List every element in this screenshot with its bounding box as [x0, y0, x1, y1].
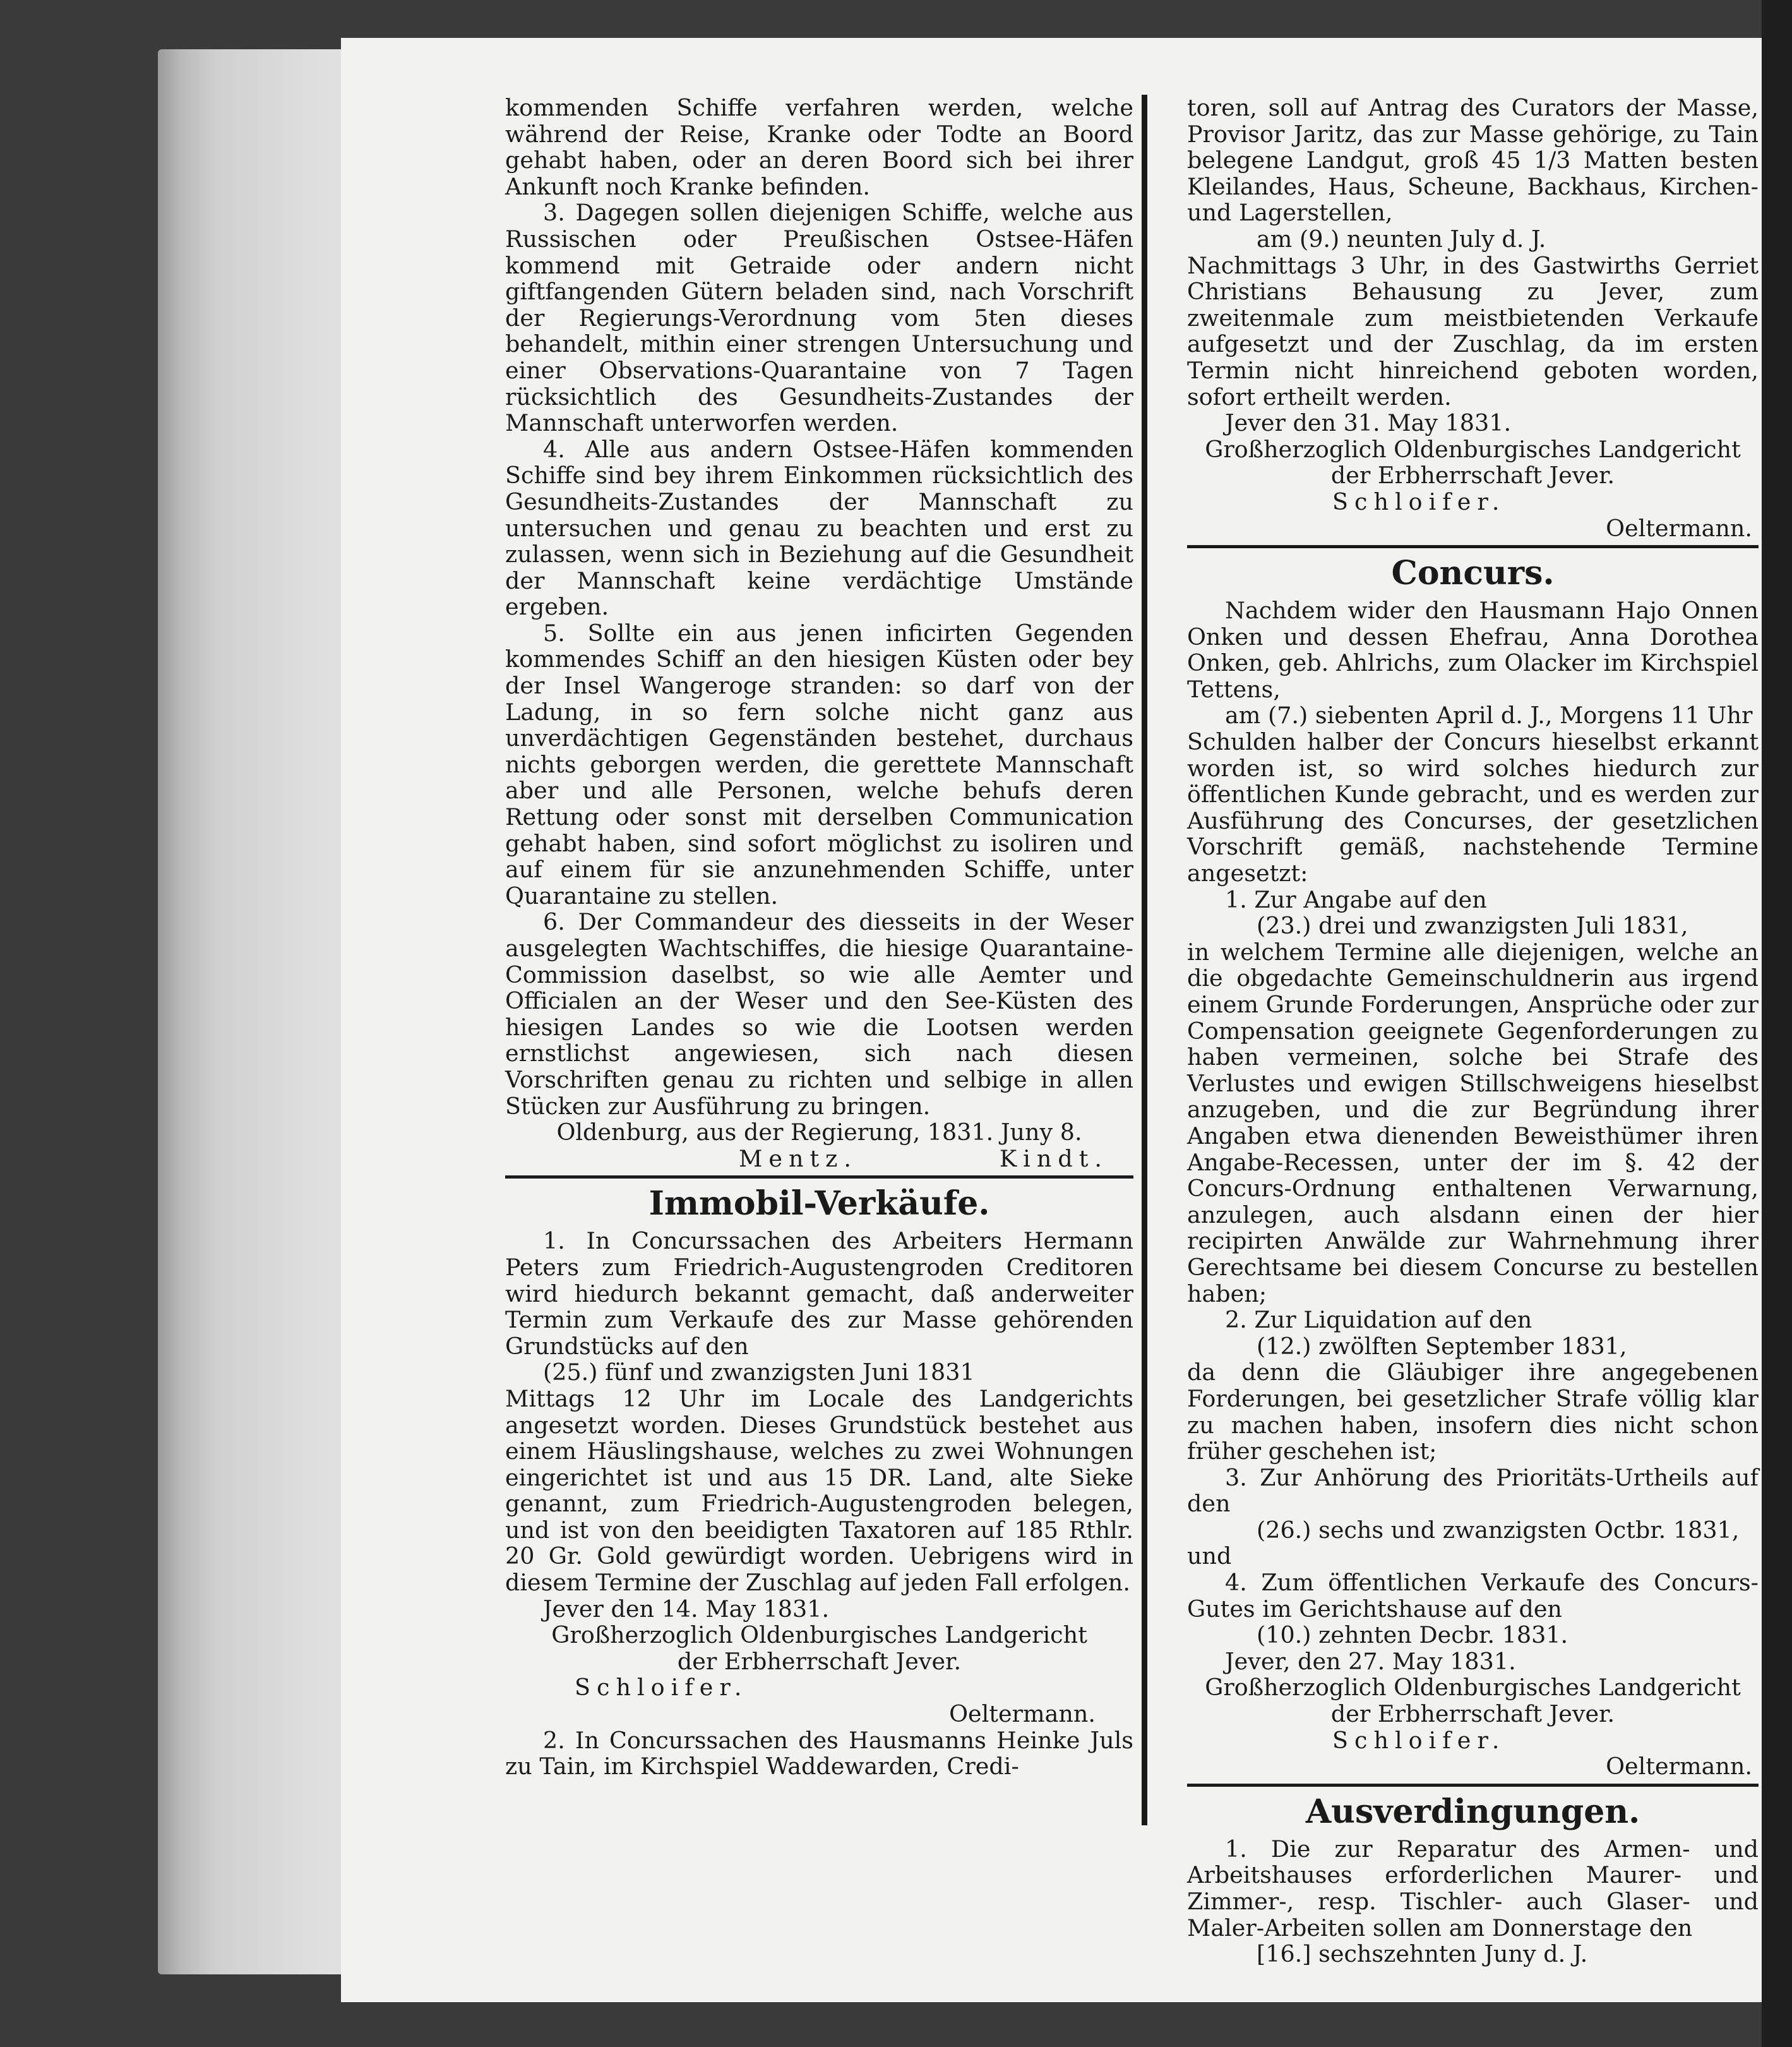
section-rule-ausverdingungen [1187, 1784, 1759, 1787]
signature-schloifer-2: Schloifer. [1332, 1726, 1506, 1754]
term-1-date: (23.) drei und zwanzigsten Juli 1831, [1257, 912, 1688, 940]
facing-page-shadow [1762, 0, 1792, 2047]
item1-paragraph: 1. In Concurssachen des Arbeiters Hermann Peters zum Friedrich-Augustengroden Creditoren wird hiedurch bekannt gemacht, daß anderweiter Termin zum Verkaufe des zur Masse gehörenden Grundstücks auf den [505, 1227, 1133, 1360]
item1-continuation: Mittags 12 Uhr im Locale des Landgerichts angesetzt worden. Dieses Grundstück bestehet aus einem Häuslingshause, welches zu zwei Wohnungen eingerichtet ist und aus 15 DR. Land, alte Sieke genannt, zum Friedrich-Augustengroden belegen, und ist von den beeidigten Taxatoren auf 185 Rthlr. 20 Gr. Gold gewürdigt worden. Uebrigens wird in diesem Termine der Zuschlag auf jeden Fall erfolgen. [505, 1384, 1133, 1597]
paragraph-5: 5. Sollte ein aus jenen inficirten Gegenden kommendes Schiff an den hiesigen Küsten oder bey der Insel Wangeroge stranden: so darf von der Ladung, in so fern solche nicht ganz aus unverdächtigen Gegenständen bestehet, durchaus nichts geborgen werden, die gerettete Mannschaft aber und alle Personen, welche behufs deren Rettung oder sonst mit derselben Communication gehabt haben, sind sofort möglichst zu isoliren und auf einem für sie anzunehmenden Schiffe, unter Quarantaine zu stellen. [505, 619, 1133, 909]
dateline: Oldenburg, aus der Regierung, 1831. Juny 8. [556, 1119, 1082, 1146]
paragraph-4: 4. Alle aus andern Ostsee-Häfen kommenden Schiffe sind bey ihrem Einkommen rücksichtlich des Gesundheits-Zustandes der Mannschaft zu untersuchen und genau zu beachten und erst zu zulassen, wenn sich in Beziehung auf die Gesundheit der Mannschaft keine verdächtige Umstände ergeben. [505, 435, 1133, 621]
court-1-line2: der Erbherrschaft Jever. [1330, 462, 1615, 489]
court-2-line2: der Erbherrschaft Jever. [1330, 1700, 1615, 1728]
signature-oeltermann-1: Oeltermann. [1606, 514, 1752, 542]
section-rule-concurs [1187, 545, 1759, 548]
continuation-date: am (9.) neunten July d. J. [1257, 225, 1546, 253]
concurs-paragraph: Nachdem wider den Hausmann Hajo Onnen Onken und dessen Ehefrau, Anna Dorothea Onken, geb. Ahlrichs, zum Olacker im Kirchspiel Tettens, [1187, 597, 1759, 703]
signature-kindt: Kindt. [999, 1144, 1108, 1172]
continuation-paragraph: toren, soll auf Antrag des Curators der Masse, Provisor Jaritz, das zur Masse gehörige, zu Tain belegene Landgut, groß 45 1/3 Matten besten Kleilandes, Haus, Scheune, Backhaus, Kirchen- und Lagerstellen, [1187, 94, 1759, 227]
item1-place-date: Jever den 14. May 1831. [543, 1595, 830, 1623]
paragraph-6: 6. Der Commandeur des diesseits in der Weser ausgelegten Wachtschiffes, die hiesige Quarantaine-Commission daselbst, so wie alle Aemter und Officialen an der Weser und den See-Küsten des hiesigen Landes so wie die Lootsen werden ernstlichst angewiesen, sich nach diesen Vorschriften genau zu richten und selbige in allen Stücken zur Ausführung zu bringen. [505, 908, 1133, 1120]
ausverdingungen-paragraph: 1. Die zur Reparatur des Armen- und Arbeitshauses erforderlichen Maurer- und Zimmer-, resp. Tischler- auch Glaser- und Maler-Arbeiten sollen am Donnerstage den [1187, 1835, 1759, 1942]
heading-immobil-verkaeufe: Immobil-Verkäufe. [648, 1184, 990, 1223]
place-date-2: Jever, den 27. May 1831. [1225, 1647, 1516, 1675]
term-2-date: (12.) zwölften September 1831, [1257, 1332, 1627, 1360]
term-2-title: 2. Zur Liquidation auf den [1225, 1306, 1532, 1334]
concurs-paragraph-2: Schulden halber der Concurs hieselbst erkannt worden ist, so wird solches hiedurch zur öffentlichen Kunde gebracht, und es werden zur Ausführung des Concurses, der gesetzlichen Vorschrift gemäß, nachstehende Termine angesetzt: [1187, 728, 1759, 887]
item1-signature-schloifer: Schloifer. [575, 1674, 748, 1702]
term-3-date: (26.) sechs und zwanzigsten Octbr. 1831, [1257, 1516, 1740, 1544]
signature-row [505, 1146, 1133, 1172]
signature-row-1 [1187, 489, 1759, 515]
paragraph-intro: kommenden Schiffe verfahren werden, welche während der Reise, Kranke oder Todte an Boord gehabt haben, oder an deren Boord sich bei ihrer Ankunft noch Kranke befinden. [505, 94, 1133, 200]
signature-mentz: Mentz. [739, 1144, 857, 1172]
term-2-paragraph: da denn die Gläubiger ihre angegebenen Forderungen, bei gesetzlicher Strafe völlig klar zu machen haben, insofern dies nicht schon früher geschehen ist; [1187, 1359, 1759, 1465]
term-1-paragraph: in welchem Termine alle diejenigen, welche an die obgedachte Gemeinschuldnerin aus irgend einem Grunde Forderungen, Ansprüche oder zur Compensation geeignete Gegenforderungen zu haben vermeinen, solche bei Strafe des Verlustes und ewigen Stillschweigens hieselbst anzugeben, und die zur Begründung ihrer Angaben etwa dienenden Beweisthümer ihren Angabe-Recessen, unter der im §. 42 der Concurs-Ordnung enthaltenen Verwarnung, anzulegen, auch alsdann einen der hier recipirten Anwälde zur Wahrnehmung ihrer Gerechtsame bei diesem Concurse zu bestellen haben; [1187, 938, 1759, 1307]
item1-court-line2: der Erbherrschaft Jever. [677, 1647, 962, 1675]
term-3-continuation: und [1187, 1542, 1232, 1570]
place-date-1: Jever den 31. May 1831. [1225, 409, 1512, 437]
continuation-paragraph-2: Nachmittags 3 Uhr, in des Gastwirths Gerriet Christians Behausung zu Jever, zum zweitenmale zum meistbietenden Verkaufe aufgesetzt und der Zuschlag, da im ersten Termin nicht hinreichend geboten worden, sofort ertheilt werden. [1187, 251, 1759, 411]
left-column [505, 95, 1133, 1780]
term-4-date: (10.) zehnten Decbr. 1831. [1257, 1621, 1568, 1649]
concurs-date: am (7.) siebenten April d. J., Morgens 11 Uhr [1225, 702, 1753, 729]
item1-court-line1: Großherzoglich Oldenburgisches Landgericht [551, 1621, 1087, 1649]
heading-ausverdingungen: Ausverdingungen. [1305, 1792, 1640, 1831]
item2-paragraph: 2. In Concurssachen des Hausmanns Heinke Juls zu Tain, im Kirchspiel Waddewarden, Credi- [505, 1726, 1133, 1780]
book-page-edges [158, 49, 347, 1974]
signature-oeltermann-2: Oeltermann. [1606, 1753, 1752, 1780]
term-4-title: 4. Zum öffentlichen Verkaufe des Concurs-Gutes im Gerichtshause auf den [1187, 1569, 1759, 1623]
item1-date: (25.) fünf und zwanzigsten Juni 1831 [543, 1359, 975, 1386]
section-rule [505, 1175, 1133, 1179]
right-column [1187, 95, 1759, 1967]
ausverdingungen-date: [16.] sechszehnten Juny d. J. [1257, 1940, 1588, 1968]
signature-schloifer-1: Schloifer. [1332, 488, 1506, 515]
court-2-line1: Großherzoglich Oldenburgisches Landgericht [1205, 1674, 1741, 1702]
heading-concurs: Concurs. [1391, 554, 1555, 593]
column-divider [1142, 95, 1147, 1825]
paragraph-3: 3. Dagegen sollen diejenigen Schiffe, welche aus Russischen oder Preußischen Ostsee-Häfen kommend mit Getraide oder andern nicht giftfangenden Gütern beladen sind, nach Vorschrift der Regierungs-Verordnung vom 5ten dieses behandelt, mithin einer strengen Untersuchung und einer Observations-Quarantaine von 7 Tagen rücksichtlich des Gesundheits-Zustandes der Mannschaft unterworfen werden. [505, 199, 1133, 437]
term-3-title: 3. Zur Anhörung des Prioritäts-Urtheils auf den [1187, 1463, 1759, 1518]
term-1-title: 1. Zur Angabe auf den [1225, 885, 1487, 913]
item1-signature-oeltermann: Oeltermann. [949, 1700, 1096, 1728]
court-1-line1: Großherzoglich Oldenburgisches Landgericht [1205, 435, 1741, 463]
signature-row-2 [1187, 1727, 1759, 1754]
